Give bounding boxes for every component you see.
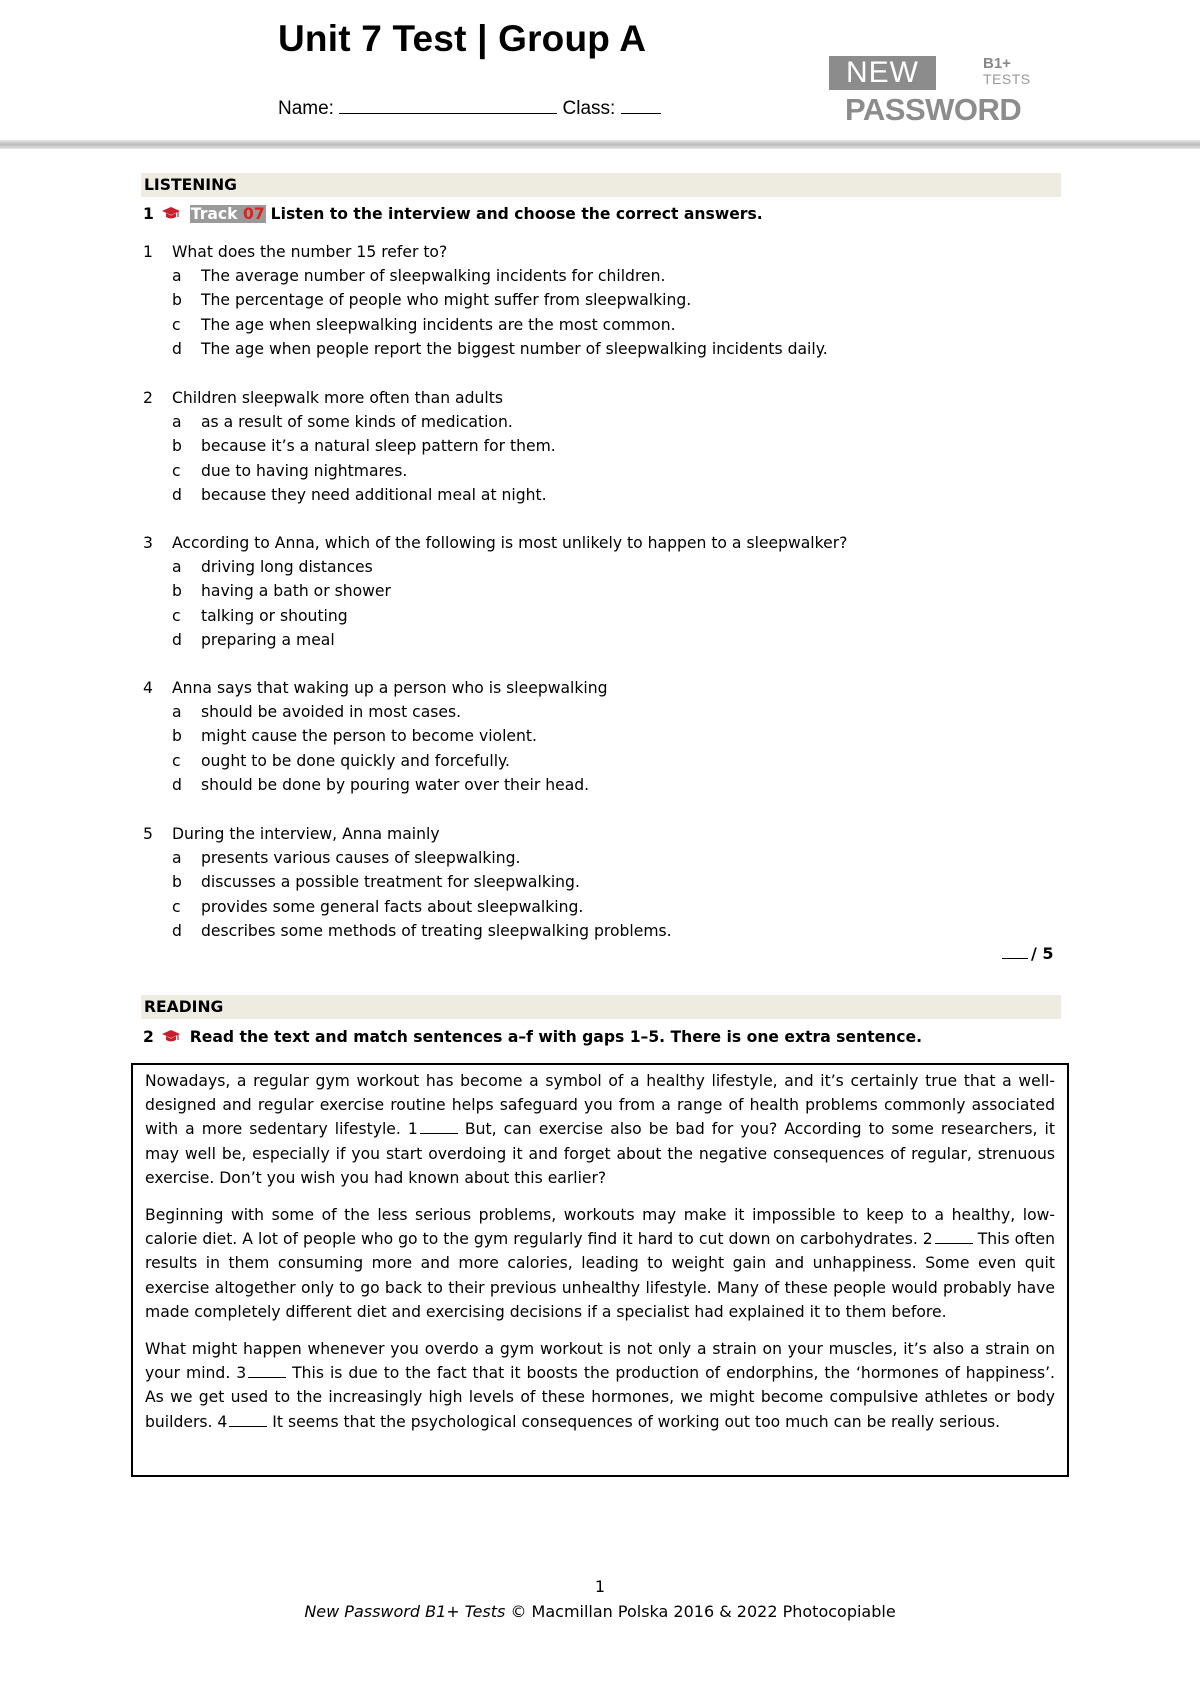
question-text: According to Anna, which of the following is most unlikely to happen to a sleepwalker? bbox=[172, 534, 848, 552]
option-text: The age when people report the biggest number of sleepwalking incidents daily. bbox=[201, 339, 828, 358]
question-5 bbox=[143, 822, 1043, 943]
track-number: 07 bbox=[243, 205, 265, 223]
option-text: ought to be done quickly and forcefully. bbox=[201, 751, 511, 770]
logo-new: NEW bbox=[829, 56, 936, 90]
option-letter: b bbox=[172, 291, 182, 310]
option-b[interactable] bbox=[143, 724, 1043, 748]
option-text: talking or shouting bbox=[201, 606, 348, 625]
option-b[interactable] bbox=[143, 434, 1043, 458]
option-letter: b bbox=[172, 873, 182, 892]
option-text: should be avoided in most cases. bbox=[201, 703, 462, 722]
question-3 bbox=[143, 531, 1043, 652]
listening-instruction bbox=[143, 205, 763, 223]
logo-password: PASSWORD bbox=[845, 92, 1022, 127]
gap-3[interactable] bbox=[248, 1364, 286, 1378]
option-letter: b bbox=[172, 437, 182, 456]
option-a[interactable] bbox=[143, 410, 1043, 434]
graduation-cap-icon bbox=[161, 1029, 181, 1043]
option-letter: c bbox=[172, 751, 181, 770]
header-divider bbox=[0, 140, 1200, 149]
option-text: discusses a possible treatment for sleepwalking. bbox=[201, 873, 580, 892]
question-number: 4 bbox=[143, 679, 153, 697]
option-letter: b bbox=[172, 582, 182, 601]
option-d[interactable] bbox=[143, 337, 1043, 361]
option-text: driving long distances bbox=[201, 558, 373, 577]
question-1 bbox=[143, 240, 1043, 361]
question-number: 3 bbox=[143, 534, 153, 552]
paragraph-text: It seems that the psychological consequences of working out too much can be really serious. bbox=[272, 1412, 1001, 1431]
option-letter: b bbox=[172, 727, 182, 746]
page-title: Unit 7 Test | Group A bbox=[278, 18, 647, 59]
option-d[interactable] bbox=[143, 483, 1043, 507]
paragraph-text: Nowadays, a regular gym workout has become a symbol of a healthy lifestyle, and it’s certainly true that a well-designed and regular exercise routine helps safeguard you from a range of health problems commonly associated with a more sedentary lifestyle. 1 bbox=[145, 1072, 1055, 1139]
paragraph-text: This often results in them consuming more and more calories, leading to weight gain and unhappiness. Some even quit exercise altogether only to go back to their previous unhealthy lifestyle. Many of these people would probably have made completely different diet and exercising decisions if a specialist had explained it to them before. bbox=[145, 1230, 1055, 1321]
instruction-text: Read the text and match sentences a–f with gaps 1–5. There is one extra sentence. bbox=[189, 1028, 922, 1046]
option-b[interactable] bbox=[143, 579, 1043, 603]
page-number: 1 bbox=[594, 1577, 606, 1596]
exercise-number: 2 bbox=[143, 1028, 154, 1046]
paragraph-text: Beginning with some of the less serious problems, workouts may make it impossible to keep to a healthy, low-calorie diet. A lot of people who go to the gym regularly find it hard to cut down on carbohydrates. 2 bbox=[145, 1206, 1055, 1249]
name-label: Name: bbox=[278, 98, 334, 119]
reading-instruction bbox=[143, 1028, 922, 1046]
option-c[interactable] bbox=[143, 313, 1043, 337]
instruction-text: Listen to the interview and choose the correct answers. bbox=[270, 205, 763, 223]
new-password-logo bbox=[829, 56, 1039, 126]
option-letter: a bbox=[172, 267, 182, 286]
exercise-number: 1 bbox=[143, 205, 154, 223]
paragraph-text: But, can exercise also be bad for you? According to some researchers, it may well be, especially if you start overdoing it and forget about the negative consequences of regular, strenuous exercise. Don’t you wish you had known about this earlier? bbox=[145, 1120, 1055, 1187]
option-text: might cause the person to become violent. bbox=[201, 727, 537, 746]
option-d[interactable] bbox=[143, 773, 1043, 797]
question-number: 1 bbox=[143, 243, 153, 261]
footer bbox=[0, 1602, 1200, 1621]
option-letter: d bbox=[172, 339, 182, 358]
option-a[interactable] bbox=[143, 700, 1043, 724]
option-text: provides some general facts about sleepwalking. bbox=[201, 897, 584, 916]
option-text: because it’s a natural sleep pattern for them. bbox=[201, 437, 556, 456]
option-text: describes some methods of treating sleepwalking problems. bbox=[201, 921, 672, 940]
option-b[interactable] bbox=[143, 288, 1043, 312]
class-field[interactable] bbox=[621, 96, 661, 114]
option-letter: d bbox=[172, 921, 182, 940]
question-4 bbox=[143, 676, 1043, 797]
option-c[interactable] bbox=[143, 749, 1043, 773]
option-letter: c bbox=[172, 606, 181, 625]
option-text: The percentage of people who might suffer from sleepwalking. bbox=[201, 291, 692, 310]
option-letter: a bbox=[172, 849, 182, 868]
option-d[interactable] bbox=[143, 628, 1043, 652]
option-letter: d bbox=[172, 630, 182, 649]
question-number: 5 bbox=[143, 825, 153, 843]
option-text: having a bath or shower bbox=[201, 582, 391, 601]
option-letter: a bbox=[172, 703, 182, 722]
option-letter: a bbox=[172, 558, 182, 577]
score-field[interactable] bbox=[1002, 944, 1028, 959]
name-field[interactable] bbox=[339, 96, 557, 114]
listening-score bbox=[1002, 944, 1054, 963]
gap-2[interactable] bbox=[935, 1230, 973, 1244]
option-c[interactable] bbox=[143, 459, 1043, 483]
question-number: 2 bbox=[143, 389, 153, 407]
option-text: presents various causes of sleepwalking. bbox=[201, 849, 521, 868]
option-b[interactable] bbox=[143, 870, 1043, 894]
question-2 bbox=[143, 386, 1043, 507]
option-letter: a bbox=[172, 413, 182, 432]
reading-text-box bbox=[131, 1063, 1069, 1477]
option-text: due to having nightmares. bbox=[201, 461, 408, 480]
footer-copyright: © Macmillan Polska 2016 & 2022 Photocopiable bbox=[510, 1602, 896, 1621]
option-letter: c bbox=[172, 461, 181, 480]
reading-paragraph-1 bbox=[145, 1069, 1055, 1190]
option-c[interactable] bbox=[143, 895, 1043, 919]
reading-paragraph-2 bbox=[145, 1203, 1055, 1324]
question-text: During the interview, Anna mainly bbox=[172, 825, 440, 843]
option-text: as a result of some kinds of medication. bbox=[201, 413, 513, 432]
option-text: The average number of sleepwalking incidents for children. bbox=[201, 267, 666, 286]
option-c[interactable] bbox=[143, 604, 1043, 628]
option-letter: d bbox=[172, 775, 182, 794]
option-letter: d bbox=[172, 485, 182, 504]
question-text: Anna says that waking up a person who is sleepwalking bbox=[172, 679, 608, 697]
option-text: should be done by pouring water over their head. bbox=[201, 775, 590, 794]
reading-heading: READING bbox=[144, 998, 224, 1016]
option-a[interactable] bbox=[143, 555, 1043, 579]
logo-tests: TESTS bbox=[983, 71, 1031, 87]
option-a[interactable] bbox=[143, 264, 1043, 288]
listening-section-bar bbox=[141, 173, 1061, 197]
class-label: Class: bbox=[562, 98, 616, 119]
name-class-line bbox=[278, 96, 661, 120]
option-letter: c bbox=[172, 315, 181, 334]
listening-heading: LISTENING bbox=[144, 176, 237, 194]
track-word: Track bbox=[190, 205, 238, 223]
graduation-cap-icon bbox=[161, 206, 181, 220]
question-text: What does the number 15 refer to? bbox=[172, 243, 448, 261]
logo-level: B1+ bbox=[983, 55, 1011, 72]
question-text: Children sleepwalk more often than adults bbox=[172, 389, 503, 407]
option-a[interactable] bbox=[143, 846, 1043, 870]
score-total: / 5 bbox=[1031, 944, 1054, 963]
option-text: because they need additional meal at night. bbox=[201, 485, 547, 504]
option-text: The age when sleepwalking incidents are the most common. bbox=[201, 315, 676, 334]
footer-series: New Password B1+ Tests bbox=[304, 1602, 506, 1621]
option-d[interactable] bbox=[143, 919, 1043, 943]
reading-paragraph-3 bbox=[145, 1337, 1055, 1434]
gap-1[interactable] bbox=[420, 1120, 458, 1134]
paragraph-text: What might happen whenever you overdo a gym workout is not only a strain on your muscles, it’s also a strain on your mind. 3 bbox=[145, 1340, 1055, 1383]
option-text: preparing a meal bbox=[201, 630, 335, 649]
track-badge[interactable] bbox=[190, 205, 266, 223]
option-letter: c bbox=[172, 897, 181, 916]
reading-section-bar bbox=[141, 995, 1061, 1019]
gap-4[interactable] bbox=[229, 1413, 267, 1427]
paragraph-text: This is due to the fact that it boosts the production of endorphins, the ‘hormones of happiness’. As we get used to the increasingly high levels of these hormones, we might become compulsive athletes or body builders. 4 bbox=[145, 1364, 1055, 1431]
